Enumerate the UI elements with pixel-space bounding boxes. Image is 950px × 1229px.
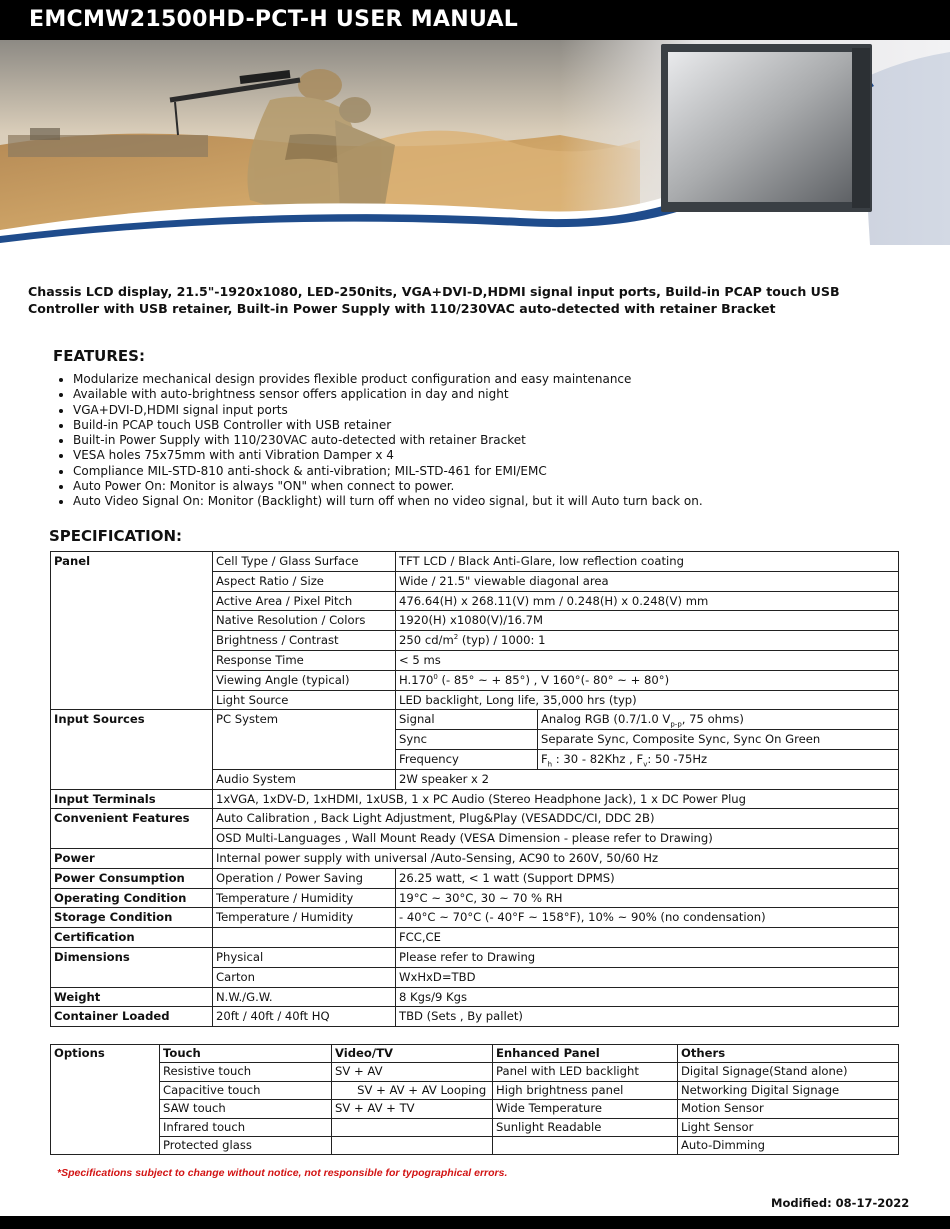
spec-category: Power	[51, 848, 213, 868]
spec-value	[538, 710, 899, 730]
spec-subkey: Sync	[396, 730, 538, 750]
table-row	[51, 868, 899, 888]
table-cell: High brightness panel	[493, 1081, 678, 1099]
table-cell: SAW touch	[160, 1100, 332, 1118]
spec-value: Auto Calibration , Back Light Adjustment, Plug&Play (VESADDC/CI, DDC 2B)	[213, 809, 899, 829]
value-text: : 50 -75Hz	[647, 751, 708, 766]
spec-subkey: Signal	[396, 710, 538, 730]
spec-category: Certification	[51, 928, 213, 948]
specification-heading: SPECIFICATION:	[49, 527, 183, 545]
spec-value: Wide / 21.5" viewable diagonal area	[396, 571, 899, 591]
feature-item: • Auto Power On: Monitor is always "ON" when connect to power.	[73, 479, 933, 494]
hero-illustration	[0, 40, 950, 245]
spec-key: Light Source	[213, 690, 396, 710]
spec-key: Native Resolution / Colors	[213, 611, 396, 631]
spec-value: 1920(H) x1080(V)/16.7M	[396, 611, 899, 631]
superscript: 0	[433, 672, 438, 681]
value-text: : 30 - 82Khz , F	[552, 751, 644, 766]
hero-banner	[0, 40, 950, 245]
spec-value: Please refer to Drawing	[396, 947, 899, 967]
product-description: Chassis LCD display, 21.5"-1920x1080, LED-250nits, VGA+DVI-D,HDMI signal input ports, Build-in PCAP touch USB Controller with USB retainer, Built-in Power Supply with 110/230VAC auto-detected with retainer Bracket	[28, 284, 840, 316]
spec-category: Storage Condition	[51, 908, 213, 928]
spec-key: PC System	[213, 710, 396, 769]
spec-category: Weight	[51, 987, 213, 1007]
table-cell: SV + AV + AV Looping	[332, 1081, 493, 1099]
superscript: 2	[453, 633, 459, 642]
features-list	[54, 372, 933, 510]
table-cell: Protected glass	[160, 1136, 332, 1154]
modified-date: Modified: 08-17-2022	[771, 1196, 910, 1210]
options-label: Options	[51, 1045, 160, 1155]
value-text: Analog RGB (0.7/1.0 V	[541, 712, 671, 727]
spec-value	[538, 749, 899, 769]
spec-key: Audio System	[213, 769, 396, 789]
table-cell: Resistive touch	[160, 1063, 332, 1081]
subscript: v	[643, 760, 648, 769]
table-row	[51, 888, 899, 908]
feature-item: • VGA+DVI-D,HDMI signal input ports	[73, 403, 933, 418]
spec-key: Cell Type / Glass Surface	[213, 552, 396, 572]
table-cell: Infrared touch	[160, 1118, 332, 1136]
feature-item: • Auto Video Signal On: Monitor (Backlight) will turn off when no video signal, but it will Auto turn back on.	[73, 494, 933, 509]
value-text: F	[541, 751, 548, 766]
spec-key: Brightness / Contrast	[213, 631, 396, 651]
table-row	[51, 1118, 899, 1136]
table-cell: Wide Temperature	[493, 1100, 678, 1118]
subscript: p-p	[670, 720, 682, 729]
table-cell: Motion Sensor	[678, 1100, 899, 1118]
table-cell: Capacitive touch	[160, 1081, 332, 1099]
table-cell: Auto-Dimming	[678, 1136, 899, 1154]
spec-value: WxHxD=TBD	[396, 967, 899, 987]
spec-category: Panel	[51, 552, 213, 710]
spec-value: 8 Kgs/9 Kgs	[396, 987, 899, 1007]
table-row	[51, 928, 899, 948]
table-cell	[493, 1136, 678, 1154]
spec-value: < 5 ms	[396, 650, 899, 670]
table-cell: Light Sensor	[678, 1118, 899, 1136]
column-header: Video/TV	[332, 1045, 493, 1063]
title-bar	[0, 0, 950, 40]
spec-value: - 40°C ~ 70°C (- 40°F ~ 158°F), 10% ~ 90% (no condensation)	[396, 908, 899, 928]
features-heading: FEATURES:	[53, 347, 145, 365]
spec-key: Physical	[213, 947, 396, 967]
table-row	[51, 1081, 899, 1099]
column-header: Enhanced Panel	[493, 1045, 678, 1063]
table-row	[51, 947, 899, 967]
spec-key: Viewing Angle (typical)	[213, 670, 396, 690]
spec-key: Temperature / Humidity	[213, 888, 396, 908]
spec-value: LED backlight, Long life, 35,000 hrs (typ)	[396, 690, 899, 710]
feature-item: • VESA holes 75x75mm with anti Vibration Damper x 4	[73, 448, 933, 463]
spec-key: Response Time	[213, 650, 396, 670]
table-cell: Sunlight Readable	[493, 1118, 678, 1136]
spec-key: N.W./G.W.	[213, 987, 396, 1007]
spec-value: OSD Multi-Languages , Wall Mount Ready (VESA Dimension - please refer to Drawing)	[213, 829, 899, 849]
subscript: h	[547, 760, 553, 769]
spec-category: Dimensions	[51, 947, 213, 987]
value-text: (- 85° ~ + 85°) , V 160°(- 80° ~ + 80°)	[437, 672, 670, 687]
value-text: , 75 ohms)	[681, 712, 744, 727]
spec-value: 26.25 watt, < 1 watt (Support DPMS)	[396, 868, 899, 888]
spec-value: TBD (Sets , By pallet)	[396, 1007, 899, 1027]
spec-category: Input Sources	[51, 710, 213, 789]
feature-item: • Build-in PCAP touch USB Controller with USB retainer	[73, 418, 933, 433]
disclaimer-note: *Specifications subject to change without notice, not responsible for typographical errors.	[57, 1167, 508, 1179]
spec-category: Convenient Features	[51, 809, 213, 849]
specification-table	[50, 551, 899, 1027]
table-row	[51, 1007, 899, 1027]
spec-subkey: Frequency	[396, 749, 538, 769]
table-cell: Networking Digital Signage	[678, 1081, 899, 1099]
spec-key: Aspect Ratio / Size	[213, 571, 396, 591]
table-row	[51, 552, 899, 572]
feature-item: • Built-in Power Supply with 110/230VAC auto-detected with retainer Bracket	[73, 433, 933, 448]
spec-key: Operation / Power Saving	[213, 868, 396, 888]
value-text: 250 cd/m	[399, 633, 454, 648]
table-row	[51, 987, 899, 1007]
spec-value: 476.64(H) x 268.11(V) mm / 0.248(H) x 0.248(V) mm	[396, 591, 899, 611]
spec-value: Separate Sync, Composite Sync, Sync On Green	[538, 730, 899, 750]
table-row	[51, 809, 899, 829]
table-row	[51, 1045, 899, 1063]
options-table	[50, 1044, 899, 1155]
spec-value: 1xVGA, 1xDV-D, 1xHDMI, 1xUSB, 1 x PC Audio (Stereo Headphone Jack), 1 x DC Power Plug	[213, 789, 899, 809]
table-row	[51, 1100, 899, 1118]
table-row	[51, 848, 899, 868]
spec-key: Active Area / Pixel Pitch	[213, 591, 396, 611]
spec-key	[213, 928, 396, 948]
spec-value: FCC,CE	[396, 928, 899, 948]
spec-category: Operating Condition	[51, 888, 213, 908]
table-row	[51, 710, 899, 730]
table-cell	[332, 1136, 493, 1154]
column-header: Others	[678, 1045, 899, 1063]
spec-key: Carton	[213, 967, 396, 987]
table-row	[51, 1136, 899, 1154]
value-text: H.170	[399, 672, 434, 687]
spec-value: Internal power supply with universal /Auto-Sensing, AC90 to 260V, 50/60 Hz	[213, 848, 899, 868]
monitor-product-image	[661, 44, 872, 212]
spec-category: Input Terminals	[51, 789, 213, 809]
table-cell: Digital Signage(Stand alone)	[678, 1063, 899, 1081]
feature-item: • Compliance MIL-STD-810 anti-shock & anti-vibration; MIL-STD-461 for EMI/EMC	[73, 464, 933, 479]
spec-key: 20ft / 40ft / 40ft HQ	[213, 1007, 396, 1027]
table-row	[51, 1063, 899, 1081]
table-cell	[332, 1118, 493, 1136]
spec-value: 2W speaker x 2	[396, 769, 899, 789]
table-row	[51, 908, 899, 928]
spec-value	[396, 631, 899, 651]
document-title: EMCMW21500HD-PCT-H USER MANUAL	[29, 7, 519, 32]
table-cell: SV + AV	[332, 1063, 493, 1081]
spec-category: Container Loaded	[51, 1007, 213, 1027]
footer-bar	[0, 1216, 950, 1229]
spec-value: 19°C ~ 30°C, 30 ~ 70 % RH	[396, 888, 899, 908]
feature-item: • Modularize mechanical design provides flexible product configuration and easy maintenance	[73, 372, 933, 387]
table-row	[51, 789, 899, 809]
spec-category: Power Consumption	[51, 868, 213, 888]
spec-value: TFT LCD / Black Anti-Glare, low reflection coating	[396, 552, 899, 572]
spec-value	[396, 670, 899, 690]
value-text: (typ) / 1000: 1	[458, 633, 546, 648]
column-header: Touch	[160, 1045, 332, 1063]
table-cell: SV + AV + TV	[332, 1100, 493, 1118]
spec-key: Temperature / Humidity	[213, 908, 396, 928]
feature-item: • Available with auto-brightness sensor offers application in day and night	[73, 387, 933, 402]
table-cell: Panel with LED backlight	[493, 1063, 678, 1081]
